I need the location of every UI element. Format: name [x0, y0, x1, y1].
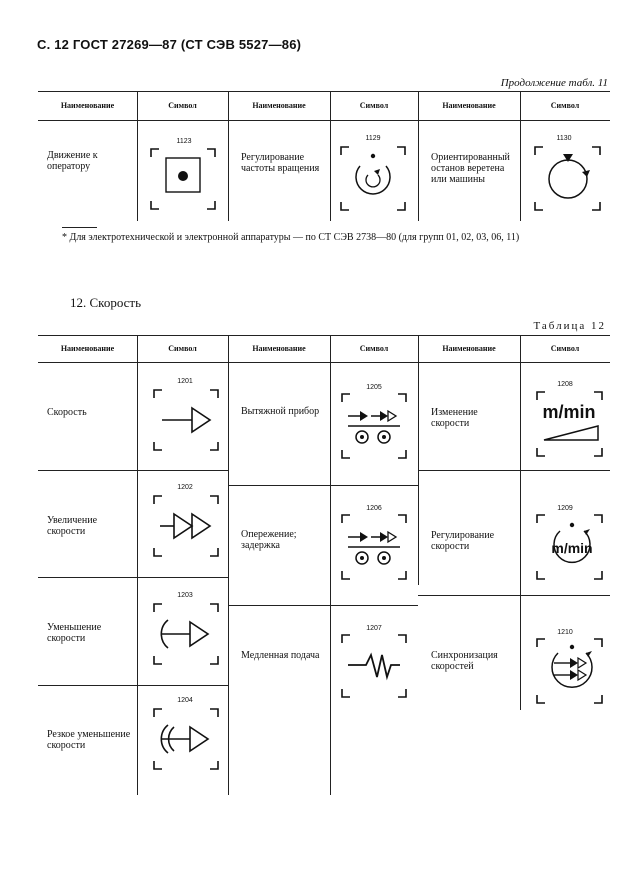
- speed-sync-symbol: [532, 635, 607, 707]
- rotation-control-symbol: [338, 142, 408, 214]
- symbol-code-1203: 1203: [177, 592, 193, 599]
- speed-decrease-symbol: [150, 598, 222, 670]
- col-header-name-2: Наименование: [252, 344, 306, 353]
- section-title: 12. Скорость: [70, 295, 142, 310]
- symbol-code-1129: 1129: [365, 135, 381, 142]
- slow-feed-symbol: [338, 631, 410, 703]
- table-label: Таблица 12: [533, 320, 606, 332]
- symbol-code-1204: 1204: [177, 697, 193, 704]
- row-name-slow-feed: Медленная подача: [241, 650, 320, 661]
- speed-increase-symbol: [150, 490, 222, 562]
- symbol-code-1202: 1202: [177, 484, 193, 491]
- lead-lag-symbol: [338, 511, 410, 583]
- col-header-symbol-2: Символ: [359, 344, 389, 353]
- col-header-name-3: Наименование: [442, 344, 496, 353]
- unit-label-m-min-2: m/min: [551, 540, 593, 556]
- row-name-speed-change: Изменение скорости: [431, 407, 478, 429]
- unit-label-m-min: m/min: [542, 402, 596, 422]
- speed-symbol: [150, 384, 222, 456]
- col-header-name-3: Наименование: [442, 101, 496, 110]
- oriented-stop-symbol: [530, 142, 605, 214]
- row-name-rotation-control: Регулирование частоты вращения: [241, 152, 320, 174]
- symbol-code-1130: 1130: [556, 135, 572, 142]
- footnote: * Для электротехнической и электронной аппаратуры — по СТ СЭВ 2738—80 (для групп 01, 02, 03, 06, 11): [62, 232, 520, 243]
- speed-control-symbol: [532, 511, 607, 583]
- row-name-speed-decrease: Уменьшение скорости: [47, 622, 102, 644]
- row-name-speed: Скорость: [47, 407, 87, 418]
- row-name-speed-sync: Синхронизация скоростей: [431, 650, 498, 672]
- col-header-symbol-1: Символ: [168, 101, 197, 110]
- symbol-code-1201: 1201: [177, 378, 193, 385]
- col-header-symbol-3: Символ: [550, 344, 580, 353]
- row-name-speed-control: Регулирование скорости: [431, 530, 495, 552]
- motion-to-operator-symbol: [148, 144, 218, 214]
- symbol-code-1209: 1209: [557, 505, 573, 512]
- table-continuation-label: Продолжение табл. 11: [500, 77, 608, 89]
- row-name-lead-lag: Опережение; задержка: [241, 529, 297, 551]
- symbol-code-1207: 1207: [366, 625, 382, 632]
- col-header-name-2: Наименование: [252, 101, 306, 110]
- col-header-symbol-2: Символ: [359, 101, 389, 110]
- row-name-speed-increase: Увеличение скорости: [47, 515, 98, 537]
- row-name-oriented-stop: Ориентированный останов веретена или машины: [431, 152, 510, 185]
- symbol-code-1205: 1205: [366, 384, 382, 391]
- col-header-symbol-1: Символ: [168, 344, 197, 353]
- row-name-motion-to-operator: Движение к оператору: [47, 150, 98, 172]
- row-name-sharp-speed-decrease: Резкое уменьшение скорости: [47, 729, 131, 751]
- col-header-name-1: Наименование: [60, 344, 115, 353]
- col-header-symbol-3: Символ: [550, 101, 580, 110]
- symbol-code-1208: 1208: [557, 381, 573, 388]
- row-name-drafting-device: Вытяжной прибор: [241, 406, 320, 417]
- page-title: С. 12 ГОСТ 27269—87 (СТ СЭВ 5527—86): [37, 37, 302, 52]
- speed-change-symbol: [532, 388, 607, 460]
- symbol-code-1123: 1123: [176, 138, 192, 145]
- symbol-code-1206: 1206: [366, 505, 382, 512]
- symbol-code-1210: 1210: [557, 629, 573, 636]
- drafting-device-symbol: [338, 390, 410, 462]
- sharp-speed-decrease-symbol: [150, 703, 222, 775]
- col-header-name-1: Наименование: [60, 101, 115, 110]
